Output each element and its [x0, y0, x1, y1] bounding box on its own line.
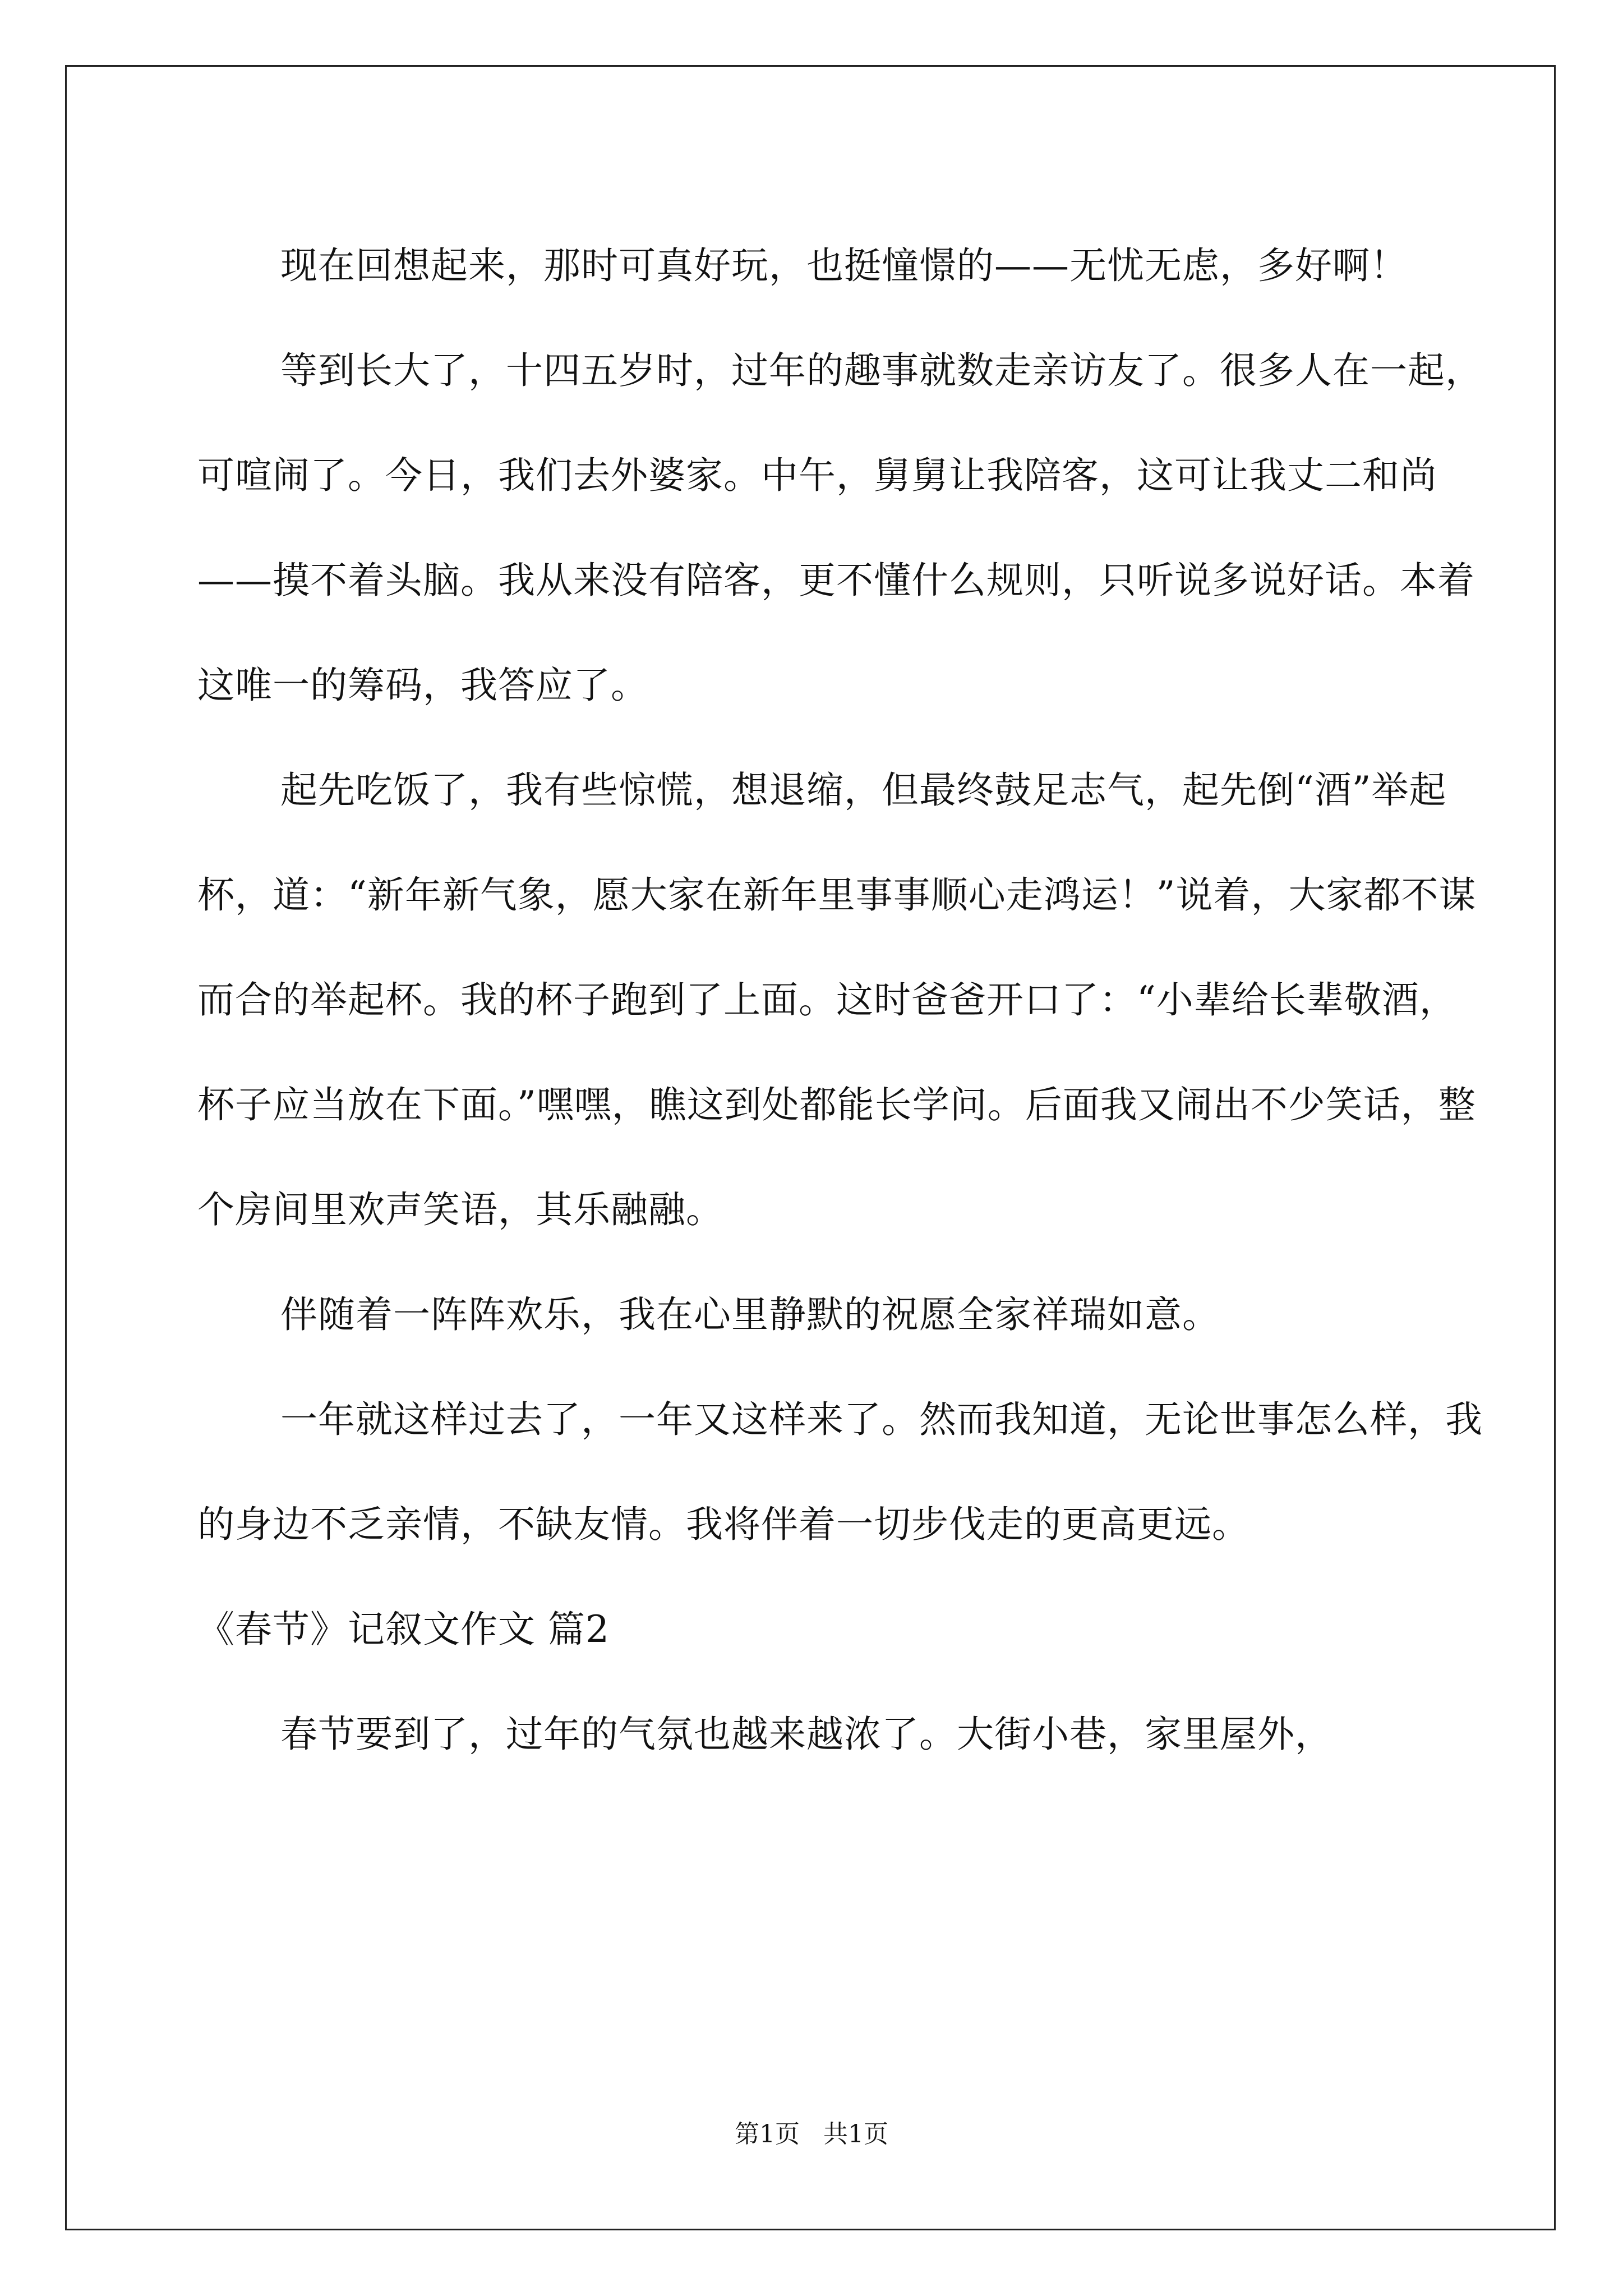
document-body [197, 213, 1487, 1787]
paragraph-1: 现在回想起来，那时可真好玩，也挺憧憬的——无忧无虑，多好啊！ [280, 244, 1408, 287]
page-number: 第1页 [735, 2120, 800, 2148]
paragraph-3: 起先吃饭了，我有些惊慌，想退缩，但最终鼓足志气，起先倒“酒”举起杯，道：“新年新气象，愿大家在新年里事事顺心走鸿运！”说着，大家都不谋而合的举起杯。我的杯子跑到了上面。这时爸爸开口了：“小辈给长辈敬酒，杯子应当放在下面。”嘿嘿，瞧这到处都能长学问。后面我又闹出不少笑话，整个房间里欢声笑语，其乐融融。 [197, 769, 1477, 1231]
section-paragraph-1: 春节要到了，过年的气氛也越来越浓了。大街小巷，家里屋外， [280, 1713, 1332, 1756]
page-footer [0, 2114, 1623, 2150]
page-total: 共1页 [823, 2120, 888, 2148]
paragraph-5: 一年就这样过去了，一年又这样来了。然而我知道，无论世事怎么样，我的身边不乏亲情，不缺友情。我将伴着一切步伐走的更高更远。 [197, 1398, 1483, 1546]
section-heading: 《春节》记叙文作文 篇2 [197, 1608, 610, 1651]
paragraph-4: 伴随着一阵阵欢乐，我在心里静默的祝愿全家祥瑞如意。 [280, 1293, 1220, 1336]
paragraph-2: 等到长大了，十四五岁时，过年的趣事就数走亲访友了。很多人在一起，可喧闹了。今日，我们去外婆家。中午，舅舅让我陪客，这可让我丈二和尚——摸不着头脑。我从来没有陪客，更不懂什么规则，只听说多说好话。本着这唯一的筹码，我答应了。 [197, 349, 1483, 707]
